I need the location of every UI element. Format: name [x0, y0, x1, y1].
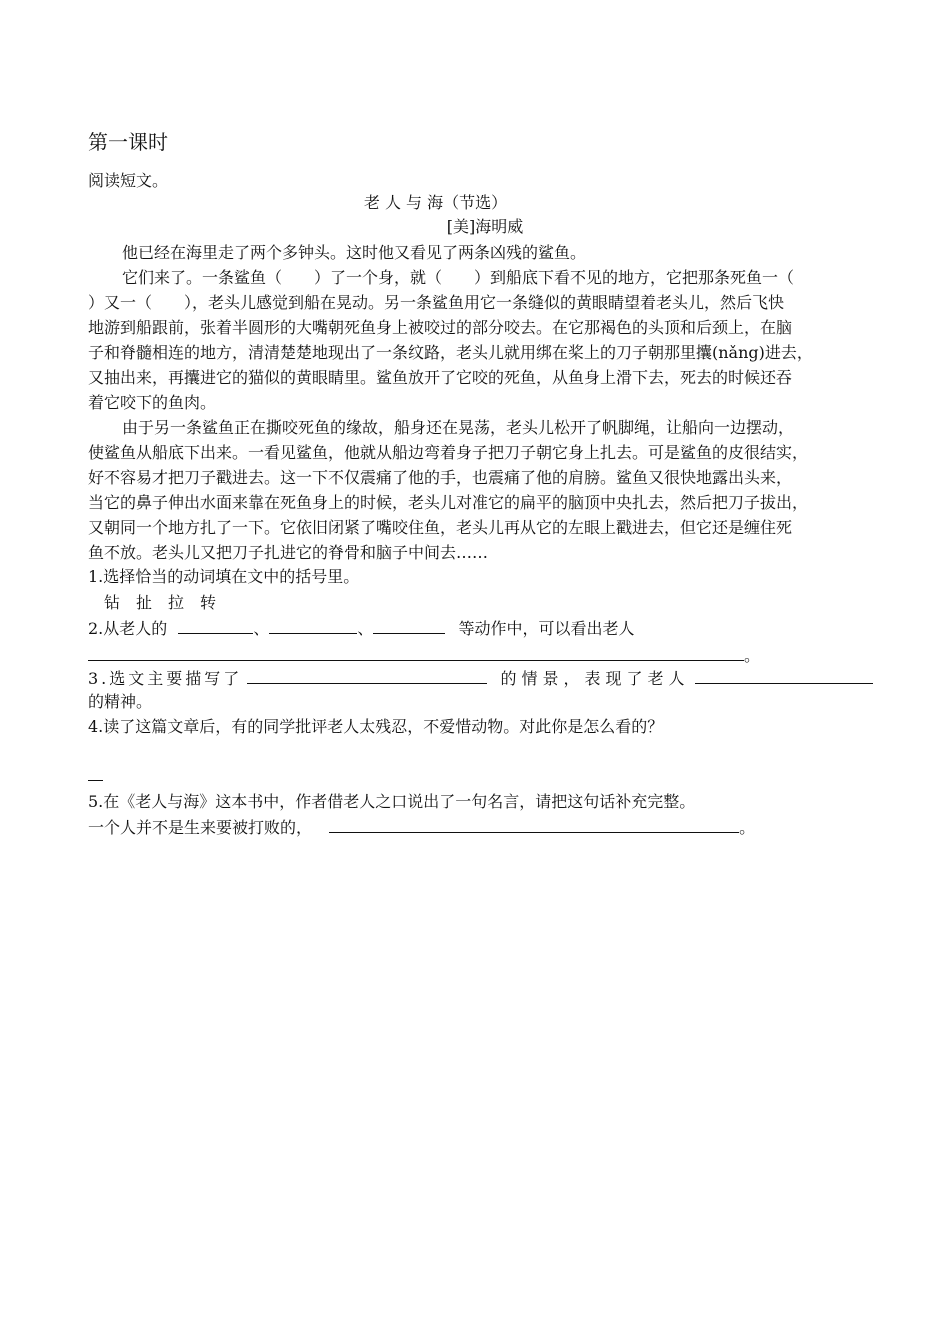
article-line: 鱼不放。老头儿又把刀子扎进它的脊骨和脑子中间去…… — [88, 543, 489, 562]
question-3 — [88, 668, 878, 689]
answer-blank[interactable] — [88, 765, 103, 781]
separator: 、 — [253, 619, 270, 638]
question-2-tail: 等动作中，可以看出老人 — [458, 619, 635, 638]
question-3-mid: 的情景，表现了老人 — [500, 669, 690, 688]
article-author: [美]海明威 — [446, 217, 524, 236]
answer-blank[interactable] — [247, 668, 487, 684]
question-1-word-bank: 钻 扯 拉 转 — [104, 593, 217, 612]
answer-blank[interactable] — [88, 645, 744, 661]
article-line: 他已经在海里走了两个多钟头。这时他又看见了两条凶残的鲨鱼。 — [122, 243, 587, 262]
question-2 — [88, 618, 878, 639]
answer-blank[interactable] — [695, 668, 873, 684]
article-line: 又朝同一个地方扎了一下。它依旧闭紧了嘴咬住鱼，老头儿再从它的左眼上戳进去，但它还是缠住死 — [88, 518, 793, 537]
question-3-lead: 3.选文主要描写了 — [88, 669, 243, 688]
lesson-title: 第一课时 — [88, 130, 168, 154]
question-3-end: 的精神。 — [88, 692, 153, 711]
question-5: 5.在《老人与海》这本书中，作者借老人之口说出了一句名言，请把这句话补充完整。 — [88, 792, 696, 811]
question-5-lead: 一个人并不是生来要被打败的， — [88, 818, 313, 837]
question-4: 4.读了这篇文章后，有的同学批评老人太残忍，不爱惜动物。对此你是怎么看的？ — [88, 717, 664, 736]
article-line: 地游到船跟前，张着半圆形的大嘴朝死鱼身上被咬过的部分咬去。在它那褐色的头顶和后颈上，在脑 — [88, 318, 793, 337]
answer-blank[interactable] — [373, 618, 445, 634]
reading-instruction: 阅读短文。 — [88, 171, 169, 190]
question-4-answer-line — [88, 765, 878, 786]
article-line: 当它的鼻子伸出水面来靠在死鱼身上的时候，老头儿对准它的扁平的脑顶中央扎去，然后把刀子拔出， — [88, 493, 809, 512]
article-title: 老 人 与 海（节选） — [363, 193, 508, 212]
question-2-answer-line — [88, 645, 878, 666]
question-2-lead: 2.从老人的 — [88, 619, 168, 638]
article-line: ）又一（ ），老头儿感觉到船在晃动。另一条鲨鱼用它一条缝似的黄眼睛望着老头儿，然后飞快 — [88, 293, 785, 312]
article-line: 它们来了。一条鲨鱼（ ）了一个身，就（ ）到船底下看不见的地方，它把那条死鱼一（ — [122, 268, 795, 287]
question-5-answer-line — [88, 817, 878, 838]
answer-blank[interactable] — [269, 618, 357, 634]
article-line: 子和脊髓相连的地方，清清楚楚地现出了一条纹路，老头儿就用绑在桨上的刀子朝那里攮(nǎng)进去， — [88, 343, 813, 362]
line-end: 。 — [739, 818, 756, 837]
article-line: 着它咬下的鱼肉。 — [88, 393, 217, 412]
article-line: 好不容易才把刀子戳进去。这一下不仅震痛了他的手，也震痛了他的肩膀。鲨鱼又很快地露出头来， — [88, 468, 793, 487]
answer-blank[interactable] — [329, 817, 739, 833]
question-1: 1.选择恰当的动词填在文中的括号里。 — [88, 567, 360, 586]
line-end: 。 — [744, 646, 761, 665]
article-line: 使鲨鱼从船底下出来。一看见鲨鱼，他就从船边弯着身子把刀子朝它身上扎去。可是鲨鱼的皮很结实， — [88, 443, 809, 462]
separator: 、 — [357, 619, 374, 638]
article-line: 由于另一条鲨鱼正在撕咬死鱼的缘故，船身还在晃荡，老头儿松开了帆脚绳，让船向一边摆动， — [122, 418, 795, 437]
answer-blank[interactable] — [178, 618, 253, 634]
article-line: 又抽出来，再攮进它的猫似的黄眼睛里。鲨鱼放开了它咬的死鱼，从鱼身上滑下去，死去的时候还吞 — [88, 368, 793, 387]
